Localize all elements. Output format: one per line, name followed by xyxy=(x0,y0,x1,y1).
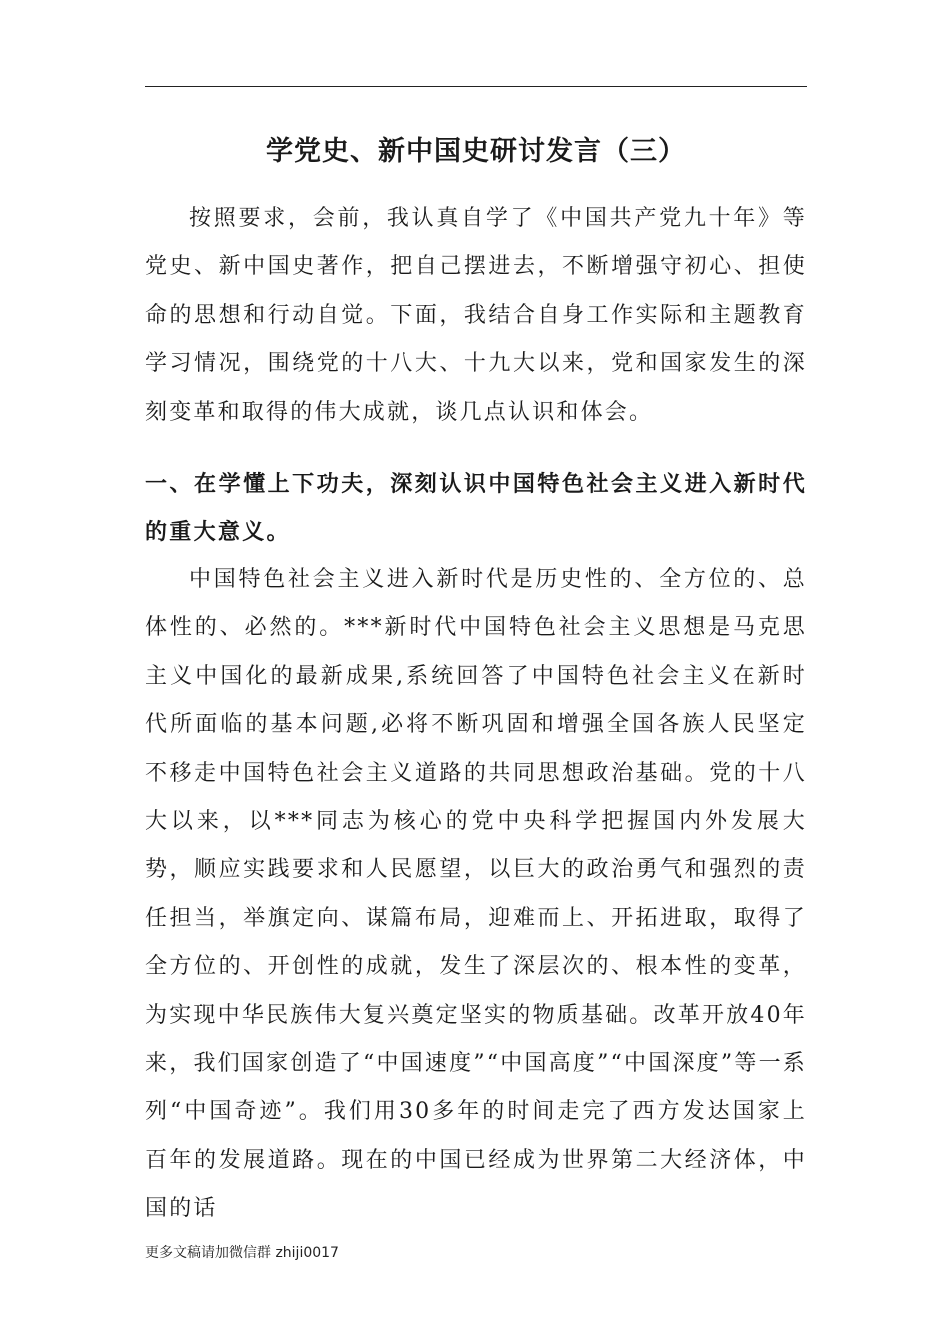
intro-paragraph: 按照要求，会前，我认真自学了《中国共产党九十年》等党史、新中国史著作，把自己摆进去，不断增强守初心、担使命的思想和行动自觉。下面，我结合自身工作实际和主题教育学习情况，围绕党的十八大、十九大以来，党和国家发生的深刻变革和取得的伟大成就，谈几点认识和体会。 xyxy=(145,206,807,425)
footer-note: 更多文稿请加微信群 zhiji0017 xyxy=(145,1245,339,1261)
document-title: 学党史、新中国史研讨发言（三） xyxy=(266,136,686,167)
header-rule xyxy=(145,86,807,87)
section-heading-1: 一、在学懂上下功夫，深刻认识中国特色社会主义进入新时代的重大意义。 xyxy=(145,472,807,546)
section-paragraph-1: 中国特色社会主义进入新时代是历史性的、全方位的、总体性的、必然的。***新时代中国特色社会主义思想是马克思主义中国化的最新成果,系统回答了中国特色社会主义在新时代所面临的基本问题,必将不断巩固和增强全国各族人民坚定不移走中国特色社会主义道路的共同思想政治基础。党的十八大以来，以***同志为核心的党中央科学把握国内外发展大势，顺应实践要求和人民愿望，以巨大的政治勇气和强烈的责任担当，举旗定向、谋篇布局，迎难而上、开拓进取，取得了全方位的、开创性的成就，发生了深层次的、根本性的变革，为实现中华民族伟大复兴奠定坚实的物质基础。改革开放40年来，我们国家创造了“中国速度”“中国高度”“中国深度”等一系列“中国奇迹”。我们用30多年的时间走完了西方发达国家上百年的发展道路。现在的中国已经成为世界第二大经济体，中国的话 xyxy=(145,567,807,1222)
